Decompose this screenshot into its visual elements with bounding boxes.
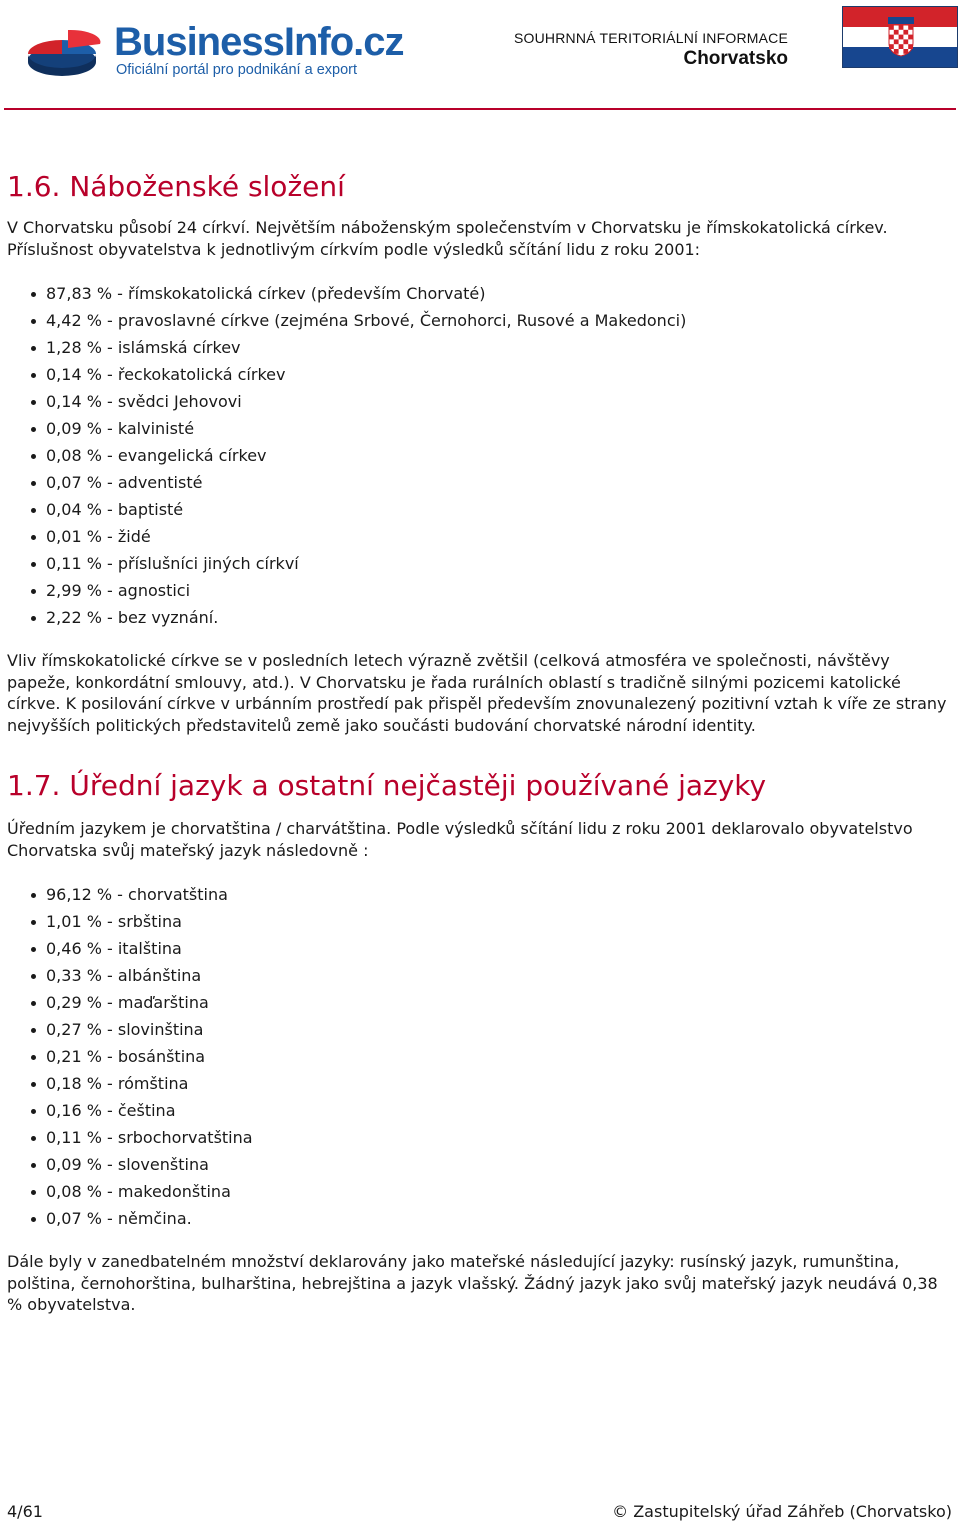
page-content (7, 160, 953, 1316)
document-type: SOUHRNNÁ TERITORIÁLNÍ INFORMACE (513, 30, 788, 46)
list-item: 0,46 % - italština (7, 935, 953, 962)
list-item: 0,08 % - makedonština (7, 1178, 953, 1205)
logo-tagline: Oficiální portál pro podnikání a export (116, 62, 357, 78)
list-item: 0,07 % - adventisté (7, 469, 953, 496)
list-item: 2,99 % - agnostici (7, 577, 953, 604)
list-item: 0,09 % - kalvinisté (7, 415, 953, 442)
language-list (7, 881, 953, 1232)
coat-of-arms-icon (887, 17, 915, 57)
list-item: 87,83 % - římskokatolická církev (především Chorvaté) (7, 280, 953, 307)
page-number: 4/61 (7, 1502, 43, 1521)
croatia-flag-icon (842, 6, 958, 68)
religion-intro-paragraph: V Chorvatsku působí 24 církví. Největším náboženským společenstvím v Chorvatsku je římskokatolická církev. Příslušnost obyvatelstva k jednotlivým církvím podle výsledků sčítání lidu z roku 2001: (7, 218, 888, 259)
list-item: 96,12 % - chorvatština (7, 881, 953, 908)
list-item: 0,18 % - rómština (7, 1070, 953, 1097)
list-item: 0,07 % - němčina. (7, 1205, 953, 1232)
copyright-notice: © Zastupitelský úřad Záhřeb (Chorvatsko) (612, 1502, 952, 1521)
religion-influence-paragraph: Vliv římskokatolické církve se v posledních letech výrazně zvětšil (celková atmosféra ve společnosti, návštěvy papeže, konkordátní smlouvy, atd.). V Chorvatsku je řada rurálních oblastí s tradičně silnými pozicemi katolické církve. K posilování církve v urbánním prostředí pak přispěl především znovunalezený pozitivní vztah k víře ze strany nejvyšších politických představitelů země jako součásti budování chorvatské národní identity. (7, 651, 947, 735)
list-item: 0,01 % - židé (7, 523, 953, 550)
country-name: Chorvatsko (683, 48, 788, 69)
list-item: 0,09 % - slovenština (7, 1151, 953, 1178)
list-item: 4,42 % - pravoslavné církve (zejména Srbové, Černohorci, Rusové a Makedonci) (7, 307, 953, 334)
heading-religion: 1.6. Náboženské složení (7, 170, 345, 203)
page-header (0, 0, 960, 112)
other-languages-paragraph: Dále byly v zanedbatelném množství deklarovány jako mateřské následující jazyky: rusínský jazyk, rumunština, polština, černohorština, bulharština, hebrejština a jazyk vlašský. Žádný jazyk jako svůj mateřský jazyk neudává 0,38 % obyvatelstva. (7, 1252, 938, 1314)
heading-language: 1.7. Úřední jazyk a ostatní nejčastěji používané jazyky (7, 769, 767, 802)
religion-list (7, 280, 953, 631)
logo-wordmark: BusinessInfo.cz (114, 20, 404, 64)
list-item: 0,04 % - baptisté (7, 496, 953, 523)
list-item: 1,28 % - islámská církev (7, 334, 953, 361)
list-item: 0,29 % - maďarština (7, 989, 953, 1016)
document-title-block (514, 30, 788, 70)
language-intro-paragraph: Úředním jazykem je chorvatština / charvátština. Podle výsledků sčítání lidu z roku 2001 deklarovalo obyvatelstvo Chorvatska svůj mateřský jazyk následovně : (7, 819, 913, 860)
businessinfo-logo[interactable] (24, 20, 404, 82)
list-item: 0,33 % - albánština (7, 962, 953, 989)
list-item: 2,22 % - bez vyznání. (7, 604, 953, 631)
list-item: 0,27 % - slovinština (7, 1016, 953, 1043)
list-item: 0,08 % - evangelická církev (7, 442, 953, 469)
list-item: 1,01 % - srbština (7, 908, 953, 935)
header-divider (4, 108, 956, 110)
list-item: 0,11 % - srbochorvatština (7, 1124, 953, 1151)
page-footer (0, 1493, 960, 1522)
list-item: 0,11 % - příslušníci jiných církví (7, 550, 953, 577)
list-item: 0,14 % - svědci Jehovovi (7, 388, 953, 415)
list-item: 0,21 % - bosánština (7, 1043, 953, 1070)
list-item: 0,14 % - řeckokatolická církev (7, 361, 953, 388)
list-item: 0,16 % - čeština (7, 1097, 953, 1124)
pie-chart-logo-icon (24, 24, 104, 80)
